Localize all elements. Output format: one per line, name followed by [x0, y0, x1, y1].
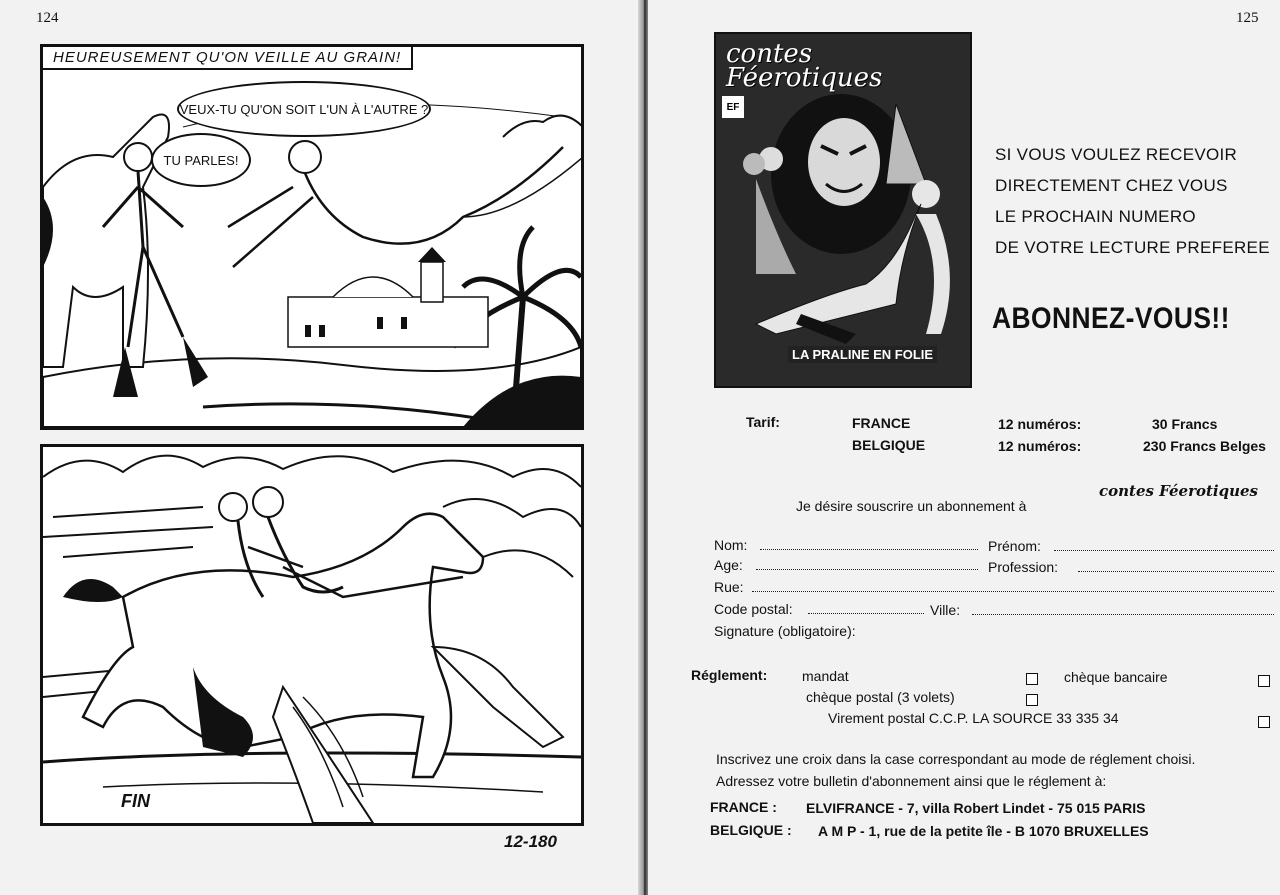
cover-subtitle: LA PRALINE EN FOLIE — [788, 346, 937, 363]
address-country-belgique: BELGIQUE : — [710, 822, 792, 838]
label-age: Age: — [714, 557, 743, 573]
tarif-label: Tarif: — [746, 414, 780, 430]
cover-logo: contes Féerotiques — [726, 39, 883, 93]
tarif-issues-belgique: 12 numéros: — [998, 438, 1082, 454]
end-text: FIN — [121, 791, 150, 811]
promo-line-4: DE VOTRE LECTURE PREFEREE — [995, 238, 1270, 257]
tarif-price-france: 30 Francs — [1152, 416, 1218, 432]
cover-badge: EF — [722, 96, 744, 118]
subscribe-headline: ABONNEZ-VOUS!! — [992, 302, 1230, 335]
comic-panel-top — [40, 44, 584, 430]
field-rue[interactable] — [752, 591, 1274, 592]
small-logo: contes Féerotiques — [1098, 482, 1258, 500]
label-signature: Signature (obligatoire): — [714, 623, 856, 639]
tarif-price-belgique: 230 Francs Belges — [1143, 438, 1266, 454]
label-ville: Ville: — [930, 602, 961, 618]
tarif-issues-france: 12 numéros: — [998, 416, 1082, 432]
subscribe-text: Je désire souscrire un abonnement à — [796, 498, 1027, 514]
field-age[interactable] — [756, 569, 978, 570]
checkbox-virement[interactable] — [1258, 716, 1270, 728]
label-prenom: Prénom: — [988, 538, 1041, 554]
page-number-left: 124 — [36, 10, 59, 26]
instruction-line-2: Adressez votre bulletin d'abonnement ainsi que le réglement à: — [716, 773, 1107, 789]
address-country-france: FRANCE : — [710, 799, 777, 815]
reglement-label: Réglement: — [691, 667, 768, 683]
label-profession: Profession: — [988, 559, 1059, 575]
field-code-postal[interactable] — [808, 613, 924, 614]
field-nom[interactable] — [760, 549, 978, 550]
episode-code: 12-180 — [504, 832, 557, 851]
tarif-country-belgique: BELGIQUE — [852, 437, 926, 453]
speech-balloon-genie: VEUX-TU QU'ON SOIT L'UN À L'AUTRE ? — [177, 81, 431, 137]
option-virement-label: Virement postal C.C.P. LA SOURCE 33 335 34 — [828, 710, 1119, 726]
comic-panel-bottom — [40, 444, 584, 826]
checkbox-mandat[interactable] — [1026, 673, 1038, 685]
page-number-right: 125 — [1236, 10, 1259, 26]
label-rue: Rue: — [714, 579, 744, 595]
speech-balloon-man: TU PARLES! — [151, 133, 251, 187]
promo-line-3: LE PROCHAIN NUMERO — [995, 207, 1196, 226]
label-code-postal: Code postal: — [714, 601, 793, 617]
option-cheque-postal-label: chèque postal (3 volets) — [806, 689, 955, 705]
checkbox-cheque-bancaire[interactable] — [1258, 675, 1270, 687]
address-france: ELVIFRANCE - 7, villa Robert Lindet - 75 015 PARIS — [806, 800, 1146, 816]
tarif-country-france: FRANCE — [852, 415, 911, 431]
checkbox-cheque-postal[interactable] — [1026, 694, 1038, 706]
field-ville[interactable] — [972, 614, 1274, 615]
field-profession[interactable] — [1078, 571, 1274, 572]
panel-bottom-illustration — [43, 447, 581, 823]
promo-line-2: DIRECTEMENT CHEZ VOUS — [995, 176, 1228, 195]
magazine-cover — [714, 32, 972, 388]
option-cheque-bancaire-label: chèque bancaire — [1064, 669, 1168, 685]
option-mandat-label: mandat — [802, 668, 849, 684]
address-belgique: A M P - 1, rue de la petite île - B 1070 BRUXELLES — [818, 823, 1149, 839]
narration-box: HEUREUSEMENT QU'ON VEILLE AU GRAIN! — [43, 47, 413, 70]
instruction-line-1: Inscrivez une croix dans la case correspondant au mode de réglement choisi. — [716, 751, 1196, 767]
label-nom: Nom: — [714, 537, 748, 553]
promo-line-1: SI VOUS VOULEZ RECEVOIR — [995, 145, 1238, 164]
field-prenom[interactable] — [1054, 550, 1274, 551]
